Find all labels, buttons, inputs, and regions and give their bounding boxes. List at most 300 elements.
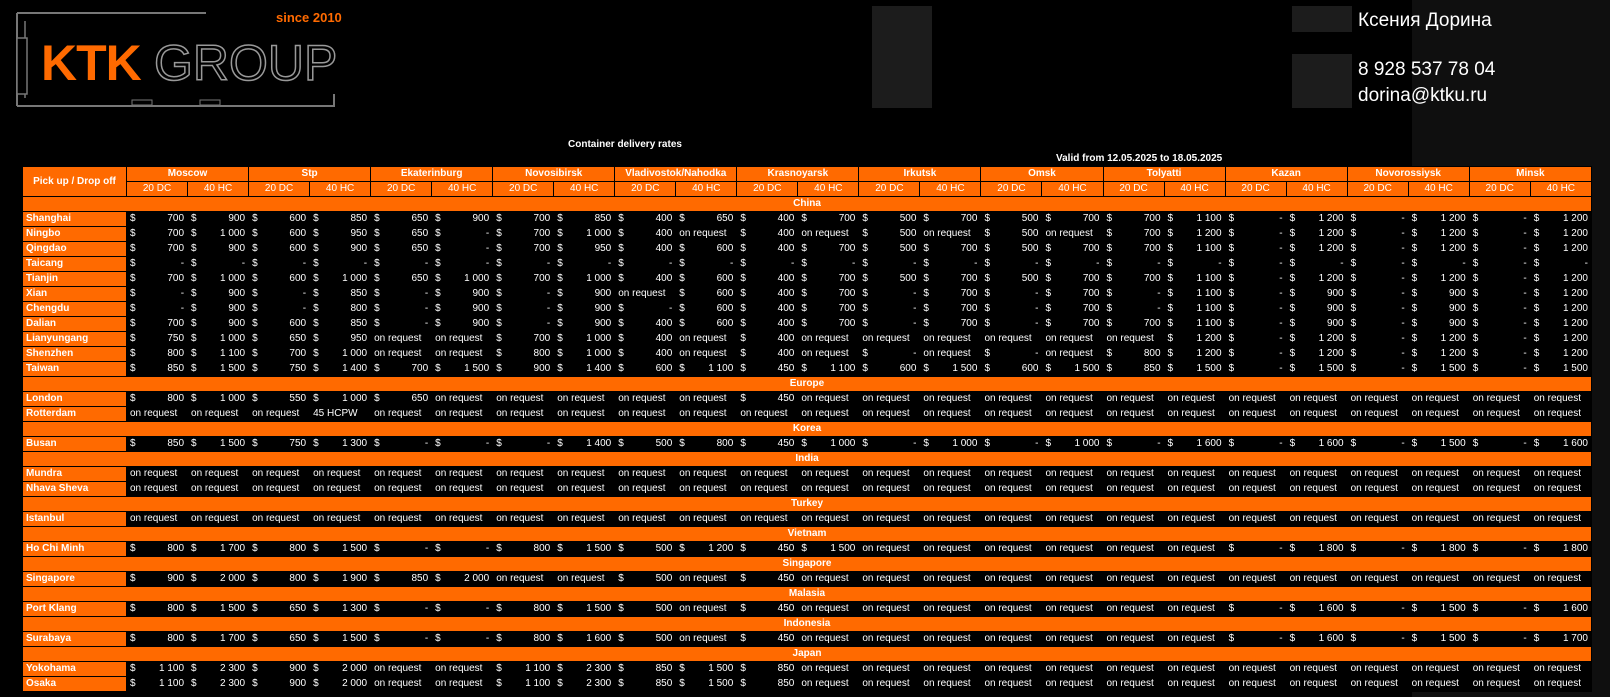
rate-cell	[1042, 632, 1103, 647]
rate-value: -	[1401, 273, 1405, 284]
rate-cell	[493, 632, 554, 647]
currency-sign: $	[191, 243, 197, 254]
rate-value: 850	[167, 438, 185, 449]
rate-cell	[188, 572, 249, 587]
rate-cell	[1408, 407, 1469, 422]
rate-cell	[920, 257, 981, 272]
container-size-header: 40 HC	[310, 182, 371, 197]
currency-sign: $	[1289, 288, 1296, 299]
rate-note: on request	[130, 513, 178, 524]
rate-value: 900	[472, 213, 490, 224]
currency-sign: $	[313, 603, 319, 614]
rate-value: 800	[533, 348, 551, 359]
rate-value: -	[546, 318, 551, 329]
rate-value: 1 400	[586, 438, 612, 449]
rate-value: -	[1523, 243, 1527, 254]
container-size-header: 40 HC	[1530, 182, 1591, 197]
rate-note: on request	[374, 468, 422, 479]
rate-cell	[737, 272, 798, 287]
contact-email[interactable]: dorina@ktku.ru	[1358, 85, 1488, 106]
rate-value: -	[913, 288, 917, 299]
rate-cell	[371, 212, 432, 227]
currency-sign: $	[1228, 303, 1235, 314]
rate-cell	[920, 407, 981, 422]
currency-sign: $	[1350, 243, 1357, 254]
rate-cell	[493, 572, 554, 587]
rate-value: 2 000	[342, 663, 368, 674]
rate-value: 850	[350, 318, 368, 329]
rate-value: 700	[1143, 273, 1161, 284]
rate-cell	[188, 317, 249, 332]
destination-header: Omsk	[981, 167, 1103, 182]
rate-cell	[1286, 347, 1347, 362]
currency-sign: $	[740, 663, 746, 674]
currency-sign: $	[1533, 438, 1540, 449]
rate-cell	[432, 632, 493, 647]
rate-cell	[493, 362, 554, 377]
rate-cell	[1469, 302, 1530, 317]
rate-cell	[981, 437, 1042, 452]
currency-sign: $	[130, 603, 136, 614]
rate-note: on request	[1167, 483, 1215, 494]
currency-sign: $	[374, 273, 380, 284]
rate-cell	[1103, 302, 1164, 317]
rate-cell	[1042, 677, 1103, 692]
rate-cell	[920, 632, 981, 647]
rate-cell	[371, 467, 432, 482]
rate-value: 900	[1449, 288, 1466, 299]
rate-note: on request	[984, 678, 1032, 689]
currency-sign: $	[618, 228, 624, 239]
currency-sign: $	[1533, 258, 1540, 269]
rate-note: on request	[984, 543, 1032, 554]
rate-value: 450	[777, 603, 795, 614]
rate-cell	[1286, 677, 1347, 692]
rate-note: on request	[1045, 543, 1093, 554]
currency-sign: $	[191, 663, 197, 674]
currency-sign: $	[679, 678, 685, 689]
rate-value: 800	[167, 348, 185, 359]
currency-sign: $	[252, 348, 258, 359]
rate-cell	[981, 302, 1042, 317]
rate-value: -	[729, 258, 734, 269]
rate-value: 600	[716, 303, 734, 314]
rate-value: 900	[289, 678, 307, 689]
currency-sign: $	[313, 318, 319, 329]
rate-note: on request	[862, 468, 910, 479]
rate-value: -	[424, 633, 429, 644]
rate-value: -	[1035, 258, 1039, 269]
rate-value: 1 500	[1440, 603, 1466, 614]
rate-cell	[1530, 632, 1591, 647]
rate-note: on request	[801, 663, 849, 674]
rate-note: on request	[862, 393, 910, 404]
rate-value: -	[241, 258, 246, 269]
rate-cell	[1408, 302, 1469, 317]
origin-city: Lianyungang	[23, 332, 127, 347]
currency-sign: $	[1350, 438, 1357, 449]
rate-value: -	[180, 303, 185, 314]
origin-city: Yokohama	[23, 662, 127, 677]
rate-value: 900	[472, 288, 490, 299]
currency-sign: $	[496, 273, 502, 284]
currency-sign: $	[1411, 438, 1418, 449]
currency-sign: $	[1350, 303, 1357, 314]
rate-cell	[249, 467, 310, 482]
rate-cell	[127, 242, 188, 257]
rate-value: 1 200	[1562, 213, 1588, 224]
rate-cell	[1347, 332, 1408, 347]
rate-value: -	[1157, 288, 1161, 299]
rate-note: on request	[1167, 633, 1215, 644]
rate-cell	[310, 632, 371, 647]
rate-value: 1 200	[1562, 318, 1588, 329]
currency-sign: $	[374, 393, 380, 404]
rate-cell	[798, 272, 859, 287]
rate-value: 750	[289, 438, 307, 449]
rate-cell	[1347, 302, 1408, 317]
rate-note: on request	[862, 633, 910, 644]
currency-sign: $	[557, 228, 563, 239]
rate-cell	[310, 482, 371, 497]
rate-cell	[310, 212, 371, 227]
rate-cell	[1103, 482, 1164, 497]
currency-sign: $	[984, 273, 990, 284]
currency-sign: $	[1289, 303, 1296, 314]
currency-sign: $	[1411, 243, 1418, 254]
currency-sign: $	[862, 363, 868, 374]
rate-cell	[493, 677, 554, 692]
currency-sign: $	[191, 393, 197, 404]
rate-cell	[737, 677, 798, 692]
origin-city: Rotterdam	[23, 407, 127, 422]
currency-sign: $	[496, 348, 502, 359]
rate-note: on request	[1045, 393, 1093, 404]
rate-value: -	[485, 603, 490, 614]
currency-sign: $	[1472, 303, 1479, 314]
rate-cell	[859, 542, 920, 557]
rate-value: 1 200	[1440, 348, 1466, 359]
rate-value: -	[1279, 258, 1283, 269]
rate-cell	[920, 542, 981, 557]
currency-sign: $	[496, 243, 502, 254]
currency-sign: $	[1045, 243, 1052, 254]
rate-cell	[1530, 242, 1591, 257]
rate-value: -	[424, 603, 429, 614]
rate-cell	[432, 407, 493, 422]
rate-value: -	[1279, 243, 1283, 254]
table-title: Container delivery rates	[568, 139, 682, 150]
table-row	[23, 332, 1592, 347]
rate-cell	[1347, 407, 1408, 422]
currency-sign: $	[435, 228, 441, 239]
rate-cell	[371, 602, 432, 617]
rate-note: on request	[1045, 333, 1093, 344]
rate-value: -	[180, 288, 185, 299]
currency-sign: $	[740, 243, 746, 254]
origin-city: Xian	[23, 287, 127, 302]
rate-note: on request	[1350, 408, 1398, 419]
rate-cell	[737, 392, 798, 407]
rate-cell	[615, 332, 676, 347]
currency-sign: $	[1289, 543, 1296, 554]
currency-sign: $	[862, 318, 868, 329]
rate-value: 700	[533, 243, 551, 254]
currency-sign: $	[679, 663, 685, 674]
rate-note: on request	[801, 333, 849, 344]
rate-note: on request	[1167, 408, 1215, 419]
currency-sign: $	[740, 303, 746, 314]
destination-header: Ekaterinburg	[371, 167, 493, 182]
currency-sign: $	[1411, 228, 1418, 239]
rate-cell	[127, 332, 188, 347]
rate-value: 1 200	[1562, 333, 1588, 344]
currency-sign: $	[801, 288, 807, 299]
rate-value: 450	[777, 438, 795, 449]
rate-cell	[1408, 287, 1469, 302]
currency-sign: $	[1411, 348, 1418, 359]
rate-cell	[188, 467, 249, 482]
rate-value: -	[1157, 438, 1161, 449]
corner-header: Pick up / Drop off	[23, 167, 127, 197]
currency-sign: $	[1106, 243, 1113, 254]
table-row	[23, 347, 1592, 362]
currency-sign: $	[801, 273, 807, 284]
rate-note: on request	[1045, 483, 1093, 494]
rate-cell	[1225, 287, 1286, 302]
rate-value: 950	[350, 333, 368, 344]
rate-cell	[1225, 242, 1286, 257]
rate-cell	[1347, 662, 1408, 677]
rate-cell	[249, 602, 310, 617]
rate-cell	[615, 602, 676, 617]
rate-cell	[615, 407, 676, 422]
currency-sign: $	[1533, 603, 1540, 614]
rate-cell	[798, 602, 859, 617]
currency-sign: $	[1167, 318, 1174, 329]
rate-cell	[737, 602, 798, 617]
rate-cell	[554, 212, 615, 227]
currency-sign: $	[557, 213, 563, 224]
currency-sign: $	[557, 633, 563, 644]
rate-cell	[676, 482, 737, 497]
currency-sign: $	[252, 663, 258, 674]
rate-value: 700	[1143, 243, 1161, 254]
rate-value: -	[424, 543, 429, 554]
rate-value: 900	[594, 288, 612, 299]
currency-sign: $	[130, 678, 136, 689]
currency-sign: $	[1289, 243, 1296, 254]
logo-brand: KTK	[41, 35, 141, 91]
rate-cell	[1225, 437, 1286, 452]
rate-cell	[798, 662, 859, 677]
currency-sign: $	[1411, 603, 1418, 614]
rate-cell	[1347, 437, 1408, 452]
currency-sign: $	[1228, 333, 1235, 344]
rate-note: on request	[618, 513, 666, 524]
rate-cell	[737, 362, 798, 377]
currency-sign: $	[618, 243, 624, 254]
rate-cell	[798, 632, 859, 647]
container-size-header: 20 DC	[127, 182, 188, 197]
rate-value: 1 700	[220, 633, 246, 644]
rate-cell	[981, 242, 1042, 257]
currency-sign: $	[191, 318, 197, 329]
rate-cell	[249, 242, 310, 257]
rate-value: -	[485, 258, 490, 269]
currency-sign: $	[1045, 288, 1052, 299]
rate-value: -	[1279, 303, 1283, 314]
rate-cell	[1225, 407, 1286, 422]
rate-cell	[798, 242, 859, 257]
rate-cell	[371, 662, 432, 677]
currency-sign: $	[740, 288, 746, 299]
rate-value: 1 600	[1318, 438, 1344, 449]
rate-value: 1 000	[342, 273, 368, 284]
rate-cell	[1286, 572, 1347, 587]
rate-cell	[798, 257, 859, 272]
rate-cell	[310, 572, 371, 587]
currency-sign: $	[130, 303, 136, 314]
rate-value: -	[1218, 258, 1222, 269]
rate-note: on request	[923, 663, 971, 674]
rate-cell	[676, 602, 737, 617]
rate-note: on request	[1350, 573, 1398, 584]
rate-cell	[1103, 212, 1164, 227]
rate-value: 1 100	[159, 678, 185, 689]
rate-cell	[554, 332, 615, 347]
currency-sign: $	[313, 213, 319, 224]
currency-sign: $	[1350, 213, 1357, 224]
rate-cell	[127, 482, 188, 497]
rate-value: -	[1279, 333, 1283, 344]
currency-sign: $	[1411, 333, 1418, 344]
currency-sign: $	[1106, 438, 1113, 449]
rate-value: 600	[716, 288, 734, 299]
currency-sign: $	[1411, 273, 1418, 284]
rate-cell	[1164, 512, 1225, 527]
currency-sign: $	[1167, 228, 1174, 239]
rate-cell	[981, 602, 1042, 617]
rate-cell	[1103, 272, 1164, 287]
rate-cell	[615, 242, 676, 257]
table-row	[23, 272, 1592, 287]
rate-note: on request	[1167, 573, 1215, 584]
rate-cell	[859, 677, 920, 692]
rate-cell	[432, 212, 493, 227]
destination-header: Irkutsk	[859, 167, 981, 182]
currency-sign: $	[252, 363, 258, 374]
rate-note: on request	[679, 348, 727, 359]
rate-cell	[798, 227, 859, 242]
currency-sign: $	[923, 363, 929, 374]
rate-note: on request	[679, 603, 727, 614]
currency-sign: $	[679, 258, 685, 269]
rate-cell	[859, 392, 920, 407]
currency-sign: $	[191, 273, 197, 284]
currency-sign: $	[740, 438, 746, 449]
rate-value: -	[1523, 438, 1527, 449]
currency-sign: $	[1228, 228, 1235, 239]
rate-cell	[981, 407, 1042, 422]
rate-cell	[1530, 287, 1591, 302]
rate-cell	[1469, 572, 1530, 587]
rate-value: -	[1279, 273, 1283, 284]
rate-cell	[432, 602, 493, 617]
rate-value: -	[913, 258, 917, 269]
destination-header: Minsk	[1469, 167, 1591, 182]
rate-cell	[1042, 407, 1103, 422]
currency-sign: $	[1045, 303, 1052, 314]
rate-value: 700	[838, 273, 856, 284]
rate-cell	[1225, 677, 1286, 692]
rate-cell	[1225, 572, 1286, 587]
rate-cell	[676, 362, 737, 377]
rate-cell	[1469, 347, 1530, 362]
rate-cell	[310, 467, 371, 482]
rate-cell	[1530, 602, 1591, 617]
rate-cell	[371, 392, 432, 407]
rate-cell	[859, 227, 920, 242]
rate-cell	[615, 482, 676, 497]
rate-cell	[554, 632, 615, 647]
currency-sign: $	[740, 228, 746, 239]
rate-cell	[798, 482, 859, 497]
currency-sign: $	[1167, 333, 1174, 344]
rate-cell	[432, 332, 493, 347]
rate-note: on request	[801, 393, 849, 404]
rate-cell	[554, 542, 615, 557]
rate-value: 1 200	[1318, 228, 1344, 239]
rate-note: on request	[191, 408, 239, 419]
rate-cell	[615, 437, 676, 452]
container-size-header: 20 DC	[1469, 182, 1530, 197]
rate-value: 700	[838, 318, 856, 329]
rate-value: -	[1523, 318, 1527, 329]
rate-value: 1 800	[1318, 543, 1344, 554]
rate-value: 900	[1326, 303, 1344, 314]
currency-sign: $	[1228, 288, 1235, 299]
currency-sign: $	[618, 318, 624, 329]
rate-cell	[493, 332, 554, 347]
rate-note: on request	[435, 348, 483, 359]
rate-value: 1 200	[1318, 213, 1344, 224]
rate-value: 400	[655, 318, 673, 329]
rate-cell	[1286, 437, 1347, 452]
rate-cell	[1469, 677, 1530, 692]
rate-note: on request	[1045, 663, 1093, 674]
rate-note: on request	[801, 348, 849, 359]
rate-note: on request	[191, 483, 239, 494]
currency-sign: $	[923, 318, 929, 329]
rate-value: 600	[289, 228, 307, 239]
rate-cell	[981, 347, 1042, 362]
rate-cell	[493, 212, 554, 227]
rate-note: on request	[862, 543, 910, 554]
rate-cell	[188, 257, 249, 272]
currency-sign: $	[740, 258, 746, 269]
rate-cell	[554, 407, 615, 422]
rate-cell	[188, 212, 249, 227]
currency-sign: $	[1228, 363, 1235, 374]
rate-cell	[188, 347, 249, 362]
rate-value: -	[1279, 348, 1283, 359]
rate-value: -	[1401, 258, 1405, 269]
rate-cell	[1286, 317, 1347, 332]
currency-sign: $	[374, 543, 380, 554]
rate-note: on request	[1472, 513, 1520, 524]
rate-cell	[371, 287, 432, 302]
